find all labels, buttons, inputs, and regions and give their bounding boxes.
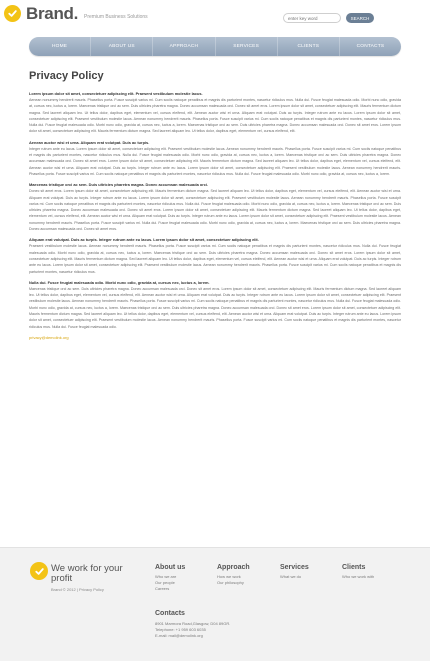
main-nav — [29, 37, 401, 56]
contact-phone: Telephone: +1 959 603 6035 — [155, 627, 206, 632]
nav-about-us[interactable]: ABOUT US — [91, 37, 153, 56]
footer-link[interactable]: Who we are — [155, 574, 177, 579]
search-button[interactable]: SEARCH — [346, 13, 374, 23]
footer-link[interactable]: Who we work with — [342, 574, 375, 579]
footer-col-services — [280, 564, 309, 580]
section-text: Praesent vestibulum molestie lacus. Aenean nonummy hendrerit mauris. Phasellus porta. Fusce suscipit varius mi. Cum sociis natoque penatibus et magnis dis parturient montes, nascetur ridiculus mus. Nulla dui. Fusce feugiat malesuada odio. Morbi nunc odio, gravida at, cursus nec, luctus a, lorem. Maecenas tristique orci ac sem. Duis ultricies pharetra magna. Donec accumsan malesuada orci. Donec sit amet eros. Lorem ipsum dolor sit amet, consectetuer adipiscing elit. Mauris fermentum dictum magna. Sed laoreet aliquam leo. Ut tellus dolor, dapibus eget, elementum vel, cursus eleifend, elit. Aenean auctor wisi et urna. Aliquam erat volutpat. Duis ac turpis. Integer rutrum ante eu lacus. Lorem ipsum dolor sit amet, consectetuer adipiscing elit. Praesent vestibulum molestie lacus. Aenean nonummy hendrerit mauris. Phasellus porta. Fusce suscipit varius mi. Cum sociis natoque penatibus et magnis dis parturient montes, nascetur ridiculus mus. — [29, 244, 401, 274]
section-heading: Aenean auctor wisi et urna. Aliquam erat volutpat. Duis ac turpis. — [29, 139, 150, 145]
section-heading: Nulla dui. Fusce feugiat malesuada odio. Morbi nunc odio, gravida at, cursus nec, luctus a, lorem. — [29, 279, 210, 285]
policy-section — [29, 237, 401, 274]
tagline: Premium Business Solutions — [84, 14, 148, 20]
search-input[interactable] — [283, 13, 341, 23]
footer-col-clients — [342, 564, 374, 580]
footer-col-approach — [217, 564, 250, 586]
footer-col-title: Contacts — [155, 610, 185, 617]
logo-check-icon[interactable] — [4, 5, 21, 22]
footer-col-title: Services — [280, 564, 309, 571]
footer-copyright: Brand © 2012 | Privacy Policy — [51, 587, 104, 592]
section-heading: Aliquam erat volutpat. Duis ac turpis. Integer rutrum ante eu lacus. Lorem ipsum dolor sit amet, consectetuer adipiscing elit. — [29, 237, 259, 243]
section-text: Aenean nonummy hendrerit mauris. Phasellus porta. Fusce suscipit varius mi. Cum sociis natoque penatibus et magnis dis parturient montes, nascetur ridiculus mus. Nulla dui. Fusce feugiat malesuada odio. Morbi nunc odio, gravida at, cursus nec, luctus a, lorem. Maecenas tristique orci ac sem. Duis ultricies pharetra magna. Donec accumsan malesuada orci. Donec sit amet eros. Lorem ipsum dolor sit amet, consectetuer adipiscing elit. Mauris fermentum dictum magna. Sed laoreet aliquam leo. Ut tellus dolor, dapibus eget, elementum vel, cursus eleifend, elit. Aenean auctor wisi et urna. Aliquam erat volutpat. Duis ac turpis. Integer rutrum ante eu lacus. Lorem ipsum dolor sit amet, consectetuer adipiscing elit. Praesent vestibulum molestie lacus. Aenean nonummy hendrerit mauris. Phasellus porta. Fusce suscipit varius mi. Cum sociis natoque penatibus et magnis dis parturient montes, nascetur ridiculus mus. Nulla dui. Fusce feugiat malesuada odio. Morbi nunc odio, gravida at, cursus nec, luctus a, lorem. Maecenas tristique orci ac sem. Duis ultricies pharetra magna. Donec accumsan malesuada orci. Donec sit amet eros. Lorem ipsum dolor sit amet, consectetuer adipiscing elit. Mauris fermentum dictum magna. Sed laoreet aliquam leo. Ut tellus dolor, dapibus eget, elementum vel, cursus eleifend, elit. — [29, 98, 401, 134]
footer-col-title: About us — [155, 564, 186, 571]
footer-slogan: We work for your profit — [51, 563, 123, 584]
footer-link[interactable]: Careers — [155, 586, 170, 591]
section-heading: Maecenas tristique orci ac sem. Duis ultricies pharetra magna. Donec accumsan malesuada orci. — [29, 182, 209, 188]
nav-contacts[interactable]: CONTACTS — [356, 44, 385, 49]
header — [0, 0, 430, 36]
policy-section — [29, 182, 401, 232]
section-text: Integer rutrum ante eu lacus. Lorem ipsum dolor sit amet, consectetuer adipiscing elit. Praesent vestibulum molestie lacus. Aenean nonummy hendrerit mauris. Phasellus porta. Fusce suscipit varius mi. Cum sociis natoque penatibus et magnis dis parturient montes, nascetur ridiculus mus. Nulla dui. Fusce feugiat malesuada odio. Morbi nunc odio, gravida at, cursus nec, luctus a, lorem. Maecenas tristique orci ac sem. Duis ultricies pharetra magna. Donec accumsan malesuada orci. Donec sit amet eros. Lorem ipsum dolor sit amet, consectetuer adipiscing elit. Mauris fermentum dictum magna. Sed laoreet aliquam leo. Ut tellus dolor, dapibus eget, elementum vel, cursus eleifend, elit. Aenean auctor wisi et urna. Aliquam erat volutpat. Duis ac turpis. Integer rutrum ante eu lacus. Lorem ipsum dolor sit amet, consectetuer adipiscing elit. Praesent vestibulum molestie lacus. Aenean nonummy hendrerit mauris. Phasellus porta. Fusce suscipit varius mi. Cum sociis natoque penatibus et magnis dis parturient montes, nascetur ridiculus mus. Nulla dui. Fusce feugiat malesuada odio. Morbi nunc odio, gravida at, cursus nec, luctus a, lorem. — [29, 146, 401, 176]
footer-col-about — [155, 564, 185, 592]
main-content — [29, 70, 401, 340]
footer-link[interactable]: How we work — [217, 574, 241, 579]
footer-check-icon — [30, 562, 48, 580]
nav-clients[interactable]: CLIENTS — [278, 37, 340, 56]
section-heading: Lorem ipsum dolor sit amet, consectetuer adipiscing elit. Praesent vestibulum molestie lacus. — [29, 91, 203, 96]
brand-logo-text[interactable]: Brand. — [26, 4, 79, 23]
footer-col-title: Clients — [342, 564, 366, 571]
policy-section — [29, 280, 401, 330]
nav-approach[interactable]: APPROACH — [153, 37, 215, 56]
section-text: Donec sit amet eros. Lorem ipsum dolor sit amet, consectetuer adipiscing elit. Mauris fermentum dictum magna. Sed laoreet aliquam leo. Ut tellus dolor, dapibus eget, elementum vel, cursus eleifend, elit. Aenean auctor wisi et urna. Aliquam erat volutpat. Duis ac turpis. Integer rutrum ante eu lacus. Lorem ipsum dolor sit amet, consectetuer adipiscing elit. Praesent vestibulum molestie lacus. Aenean nonummy hendrerit mauris. Phasellus porta. Fusce suscipit varius mi. Cum sociis natoque penatibus et magnis dis parturient montes, nascetur ridiculus mus. Nulla dui. Fusce feugiat malesuada odio. Morbi nunc odio, gravida at, cursus nec, luctus a, lorem. Maecenas tristique orci ac sem. Duis ultricies pharetra magna. Donec accumsan malesuada orci. Donec sit amet eros. Lorem ipsum dolor sit amet, consectetuer adipiscing elit. Mauris fermentum dictum magna. Sed laoreet aliquam leo. Ut tellus dolor, dapibus eget, elementum vel, cursus eleifend, elit. Aenean auctor wisi et urna. Aliquam erat volutpat. Duis ac turpis. Integer rutrum ante eu lacus. Lorem ipsum dolor sit amet, consectetuer adipiscing elit. Praesent vestibulum molestie lacus. Aenean nonummy hendrerit mauris. Phasellus porta. Fusce suscipit varius mi. Nulla dui. Fusce feugiat malesuada odio. Morbi nunc odio, gravida at, cursus nec, luctus a, lorem. Maecenas tristique orci ac sem. Duis ultricies pharetra magna. Donec accumsan malesuada orci. Donec sit amet eros. — [29, 189, 401, 232]
footer-link[interactable]: What we do — [280, 574, 302, 579]
footer-link[interactable]: Our philosophy — [217, 580, 244, 585]
footer — [0, 547, 430, 661]
footer-link[interactable]: Our people — [155, 580, 175, 585]
contact-address: 8901 Marmora Road,Glasgow, D04 89GR. — [155, 621, 231, 626]
section-text: Maecenas tristique orci ac sem. Duis ultricies pharetra magna. Donec accumsan malesuada orci. Donec sit amet eros. Lorem ipsum dolor sit amet, consectetuer adipiscing elit. Mauris fermentum dictum magna. Sed laoreet aliquam leo. Ut tellus dolor, dapibus eget, elementum vel, cursus eleifend, elit. Aenean auctor wisi et urna. Aliquam erat volutpat. Duis ac turpis. Integer rutrum ante eu lacus. Lorem ipsum dolor sit amet, consectetuer adipiscing elit. Praesent vestibulum molestie lacus. Aenean nonummy hendrerit mauris. Phasellus porta. Fusce suscipit varius mi. Cum sociis natoque penatibus et magnis dis parturient montes, nascetur ridiculus mus. Nulla dui. Fusce feugiat malesuada odio. Morbi nunc odio, gravida at, cursus nec, luctus a, lorem. Maecenas tristique orci ac sem. Duis ultricies pharetra magna. Donec accumsan malesuada orci. Donec sit amet eros. Lorem ipsum dolor sit amet, consectetuer adipiscing elit. Mauris fermentum dictum magna. Sed laoreet aliquam leo. Ut tellus dolor, dapibus eget, elementum vel, cursus eleifend, elit. Aenean auctor wisi et urna. Aliquam erat volutpat. Duis ac turpis. Integer rutrum ante eu lacus. Lorem ipsum dolor sit amet, consectetuer adipiscing elit. Praesent vestibulum molestie lacus. Aenean nonummy hendrerit mauris. Phasellus porta. Fusce suscipit varius mi. Cum sociis natoque penatibus et magnis dis parturient montes, nascetur ridiculus mus. Nulla dui. Fusce feugiat malesuada odio. — [29, 286, 401, 329]
footer-col-title: Approach — [217, 564, 250, 571]
page-title: Privacy Policy — [29, 70, 104, 82]
policy-section — [29, 140, 401, 177]
contact-email[interactable]: E-mail: mail@demolink.org — [155, 633, 203, 638]
nav-services[interactable]: SERVICES — [216, 37, 278, 56]
privacy-email-link[interactable]: privacy@demolink.org — [29, 334, 69, 340]
policy-section — [29, 91, 401, 135]
nav-home[interactable]: HOME — [29, 37, 91, 56]
footer-contacts — [155, 610, 230, 639]
